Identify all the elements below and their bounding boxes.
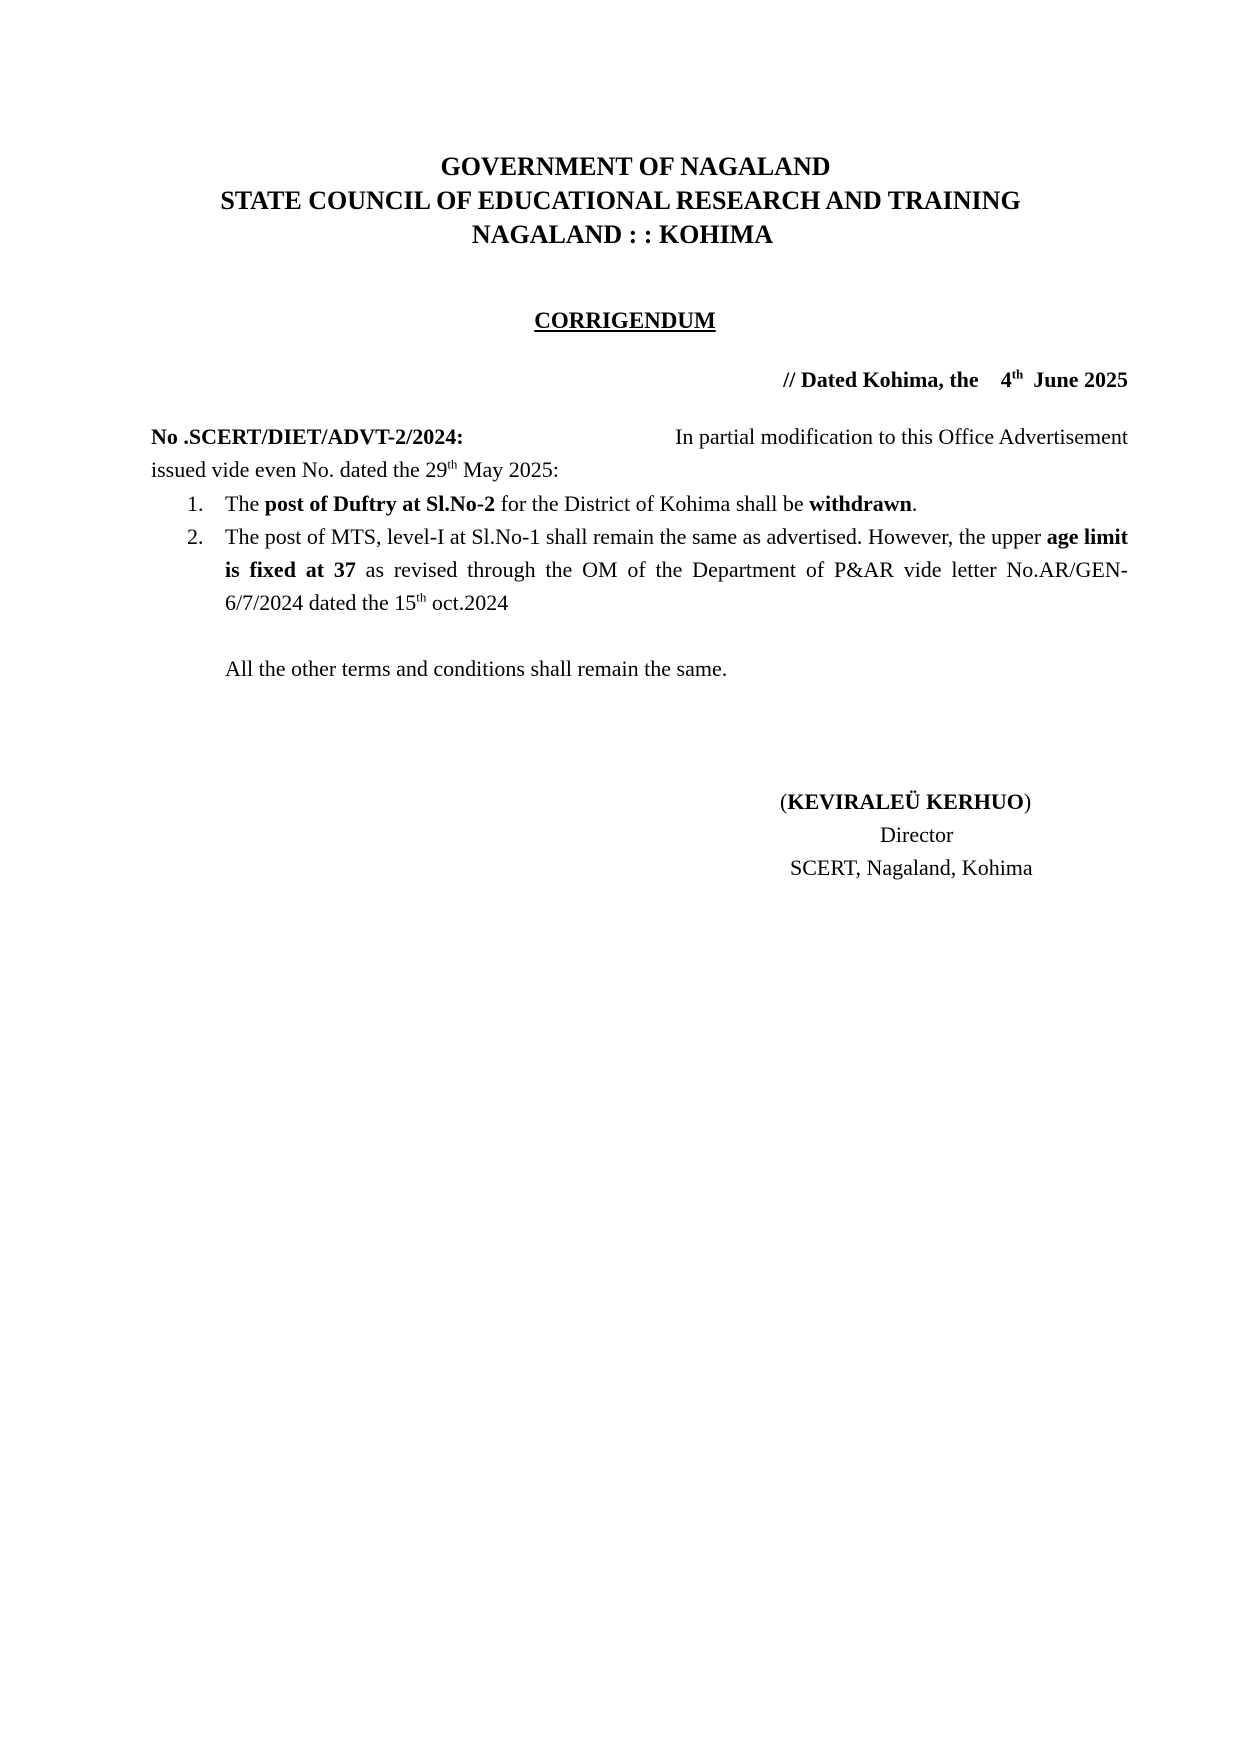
list-item-text: The post of MTS, level-I at Sl.No-1 shall remain the same as advertised. However, the upper (225, 524, 1047, 549)
intro-text-line2-end: May 2025: (457, 457, 559, 482)
paren-open: ( (780, 789, 788, 814)
dated-month-year: June 2025 (1033, 367, 1128, 392)
intro-paragraph (151, 420, 1128, 486)
modification-list (151, 487, 1128, 619)
letterhead-location: NAGALAND : : KOHIMA (471, 220, 774, 249)
list-item (151, 487, 1128, 520)
list-item (151, 520, 1128, 619)
dated-line (783, 365, 1128, 395)
signatory-name: KEVIRALEÜ KERHUO (787, 789, 1024, 814)
list-item-bold: withdrawn (809, 491, 912, 516)
signatory-office: SCERT, Nagaland, Kohima (790, 855, 1033, 880)
list-item-text: for the District of Kohima shall be (495, 491, 810, 516)
list-item-date-suffix: th (416, 589, 427, 605)
intro-date-suffix: th (447, 456, 458, 472)
list-item-text: The (225, 491, 265, 516)
list-item-number: 2. (187, 524, 204, 549)
closing-statement: All the other terms and conditions shall remain the same. (225, 656, 728, 681)
paren-close: ) (1023, 789, 1032, 814)
dated-prefix: // Dated Kohima, the (783, 367, 979, 392)
intro-text-line2: issued vide even No. dated the 29 (151, 457, 448, 482)
signatory-name-line (780, 785, 1100, 818)
list-item-text: . (911, 491, 918, 516)
document-title (0, 306, 1241, 336)
dated-day-suffix: th (1011, 366, 1024, 382)
reference-number: No .SCERT/DIET/ADVT-2/2024: (151, 424, 464, 449)
signatory-designation: Director (880, 822, 954, 847)
list-item-bold: post of Duftry at Sl.No-2 (264, 491, 496, 516)
dated-day: 4 (1000, 367, 1012, 392)
list-item-text: oct.2024 (426, 590, 509, 615)
letterhead-council: STATE COUNCIL OF EDUCATIONAL RESEARCH AND TRAINING (220, 186, 1021, 215)
letterhead (0, 150, 1241, 252)
signature-block (780, 785, 1100, 884)
intro-text-line1: In partial modification to this Office Advertisement (675, 424, 1128, 449)
letterhead-government: GOVERNMENT OF NAGALAND (440, 152, 831, 181)
corrigendum-heading: CORRIGENDUM (534, 308, 716, 333)
list-item-number: 1. (187, 491, 204, 516)
list-item-bold: age limit is fixed at 37 (225, 524, 1128, 582)
list-item-text: as revised through the OM of the Department of P&AR vide letter No.AR/GEN-6/7/2024 dated the 15 (225, 557, 1128, 615)
